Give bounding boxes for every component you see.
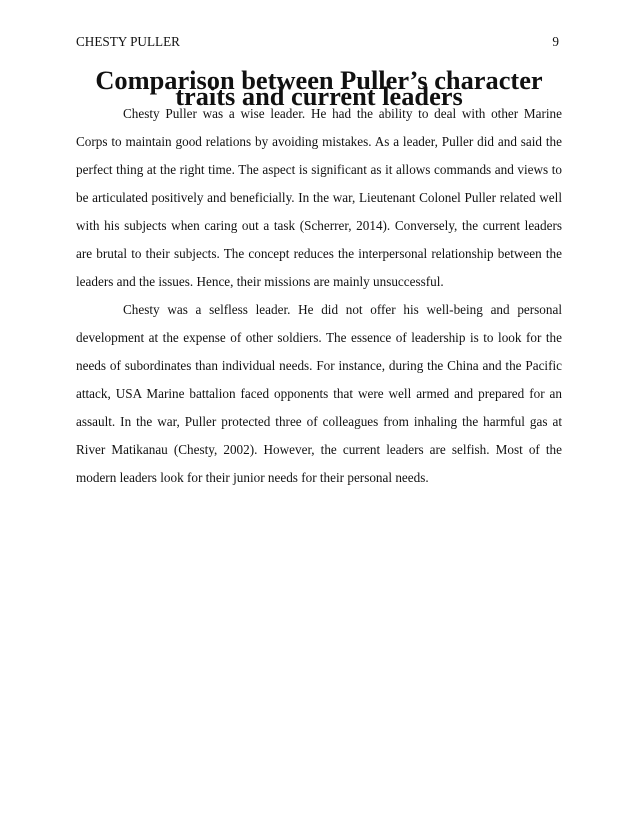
document-body bbox=[76, 65, 562, 492]
running-head: CHESTY PULLER bbox=[76, 34, 180, 49]
paragraph-2: Chesty was a selfless leader. He did not offer his well-being and personal development at the expense of other soldiers. The essence of leadership is to look for the needs of subordinates than individual needs. For instance, during the China and the Pacific attack, USA Marine battalion faced opponents that were well armed and prepared for an assault. In the war, Puller protected three of colleagues from inhaling the harmful gas at River Matikanau (Chesty, 2002). However, the current leaders are selfish. Most of the modern leaders look for their junior needs for their personal needs. bbox=[76, 302, 562, 485]
page-number: 9 bbox=[552, 34, 559, 49]
section-title: Comparison between Puller’s character traits and current leaders bbox=[95, 65, 543, 111]
page-header bbox=[76, 34, 559, 50]
paragraph-1: Chesty Puller was a wise leader. He had the ability to deal with other Marine Corps to maintain good relations by avoiding mistakes. As a leader, Puller did and said the perfect thing at the right time. The aspect is significant as it allows commands and views to be articulated positively and beneficially. In the war, Lieutenant Colonel Puller related well with his subjects when caring out a task (Scherrer, 2014). Conversely, the current leaders are brutal to their subjects. The concept reduces the interpersonal relationship between the leaders and the issues. Hence, their missions are mainly unsuccessful. bbox=[76, 106, 562, 289]
